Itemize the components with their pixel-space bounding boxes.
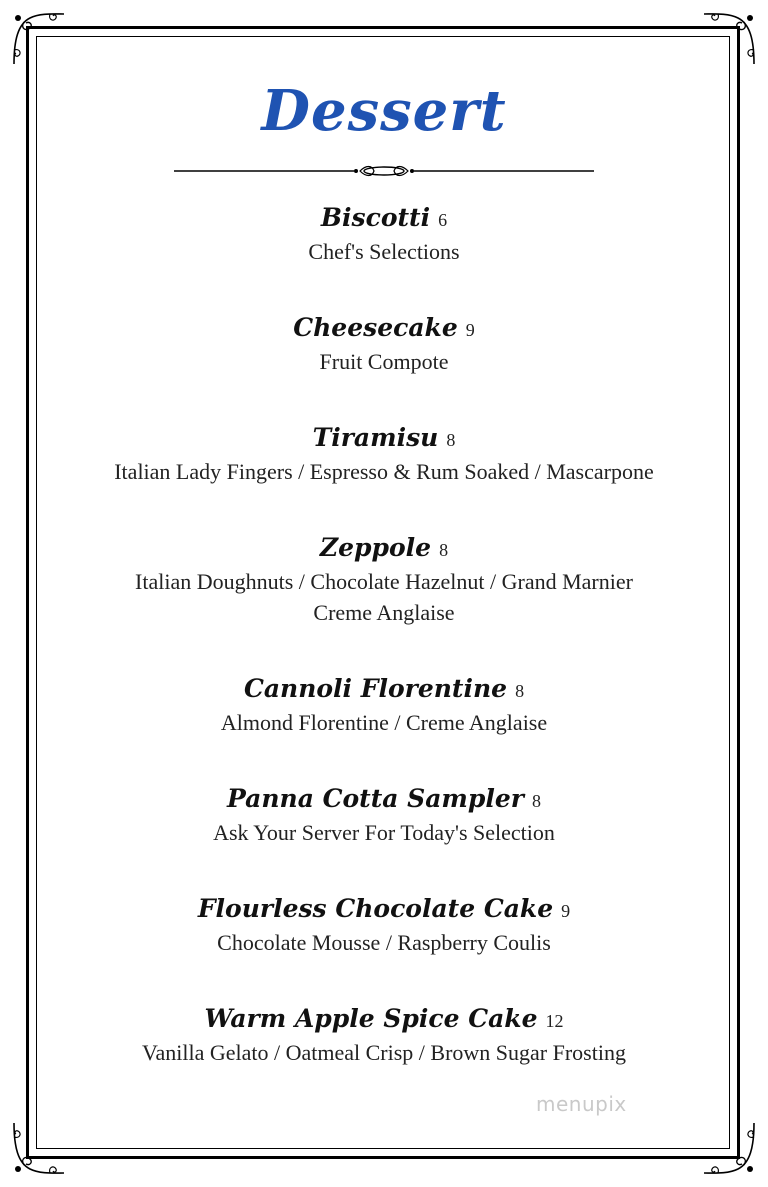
- item-price: 8: [446, 430, 456, 450]
- item-name: Biscotti: [320, 203, 431, 232]
- item-description: Ask Your Server For Today's Selection: [213, 820, 555, 845]
- item-name: Zeppole: [319, 533, 432, 562]
- item-name: Tiramisu: [312, 423, 439, 452]
- item-name: Flourless Chocolate Cake: [197, 894, 554, 923]
- menu-item: [60, 671, 708, 781]
- item-price: 12: [545, 1011, 564, 1031]
- dessert-menu-list: [60, 200, 708, 1111]
- menu-item: [60, 781, 708, 891]
- item-name: Panna Cotta Sampler: [227, 784, 524, 813]
- menu-item: [60, 530, 708, 671]
- item-price: 6: [438, 210, 448, 230]
- item-description: Vanilla Gelato / Oatmeal Crisp / Brown Sugar Frosting: [142, 1040, 626, 1065]
- menu-item: [60, 891, 708, 1001]
- watermark-logo: menupix: [536, 1092, 627, 1116]
- item-name: Cheesecake: [293, 313, 458, 342]
- item-description: Fruit Compote: [319, 349, 449, 374]
- item-description: Italian Lady Fingers / Espresso & Rum Soaked / Mascarpone: [114, 459, 654, 484]
- menu-item: [60, 310, 708, 420]
- item-description: Italian Doughnuts / Chocolate Hazelnut / Grand Marnier: [135, 569, 633, 594]
- corner-ornament-icon: [10, 10, 68, 68]
- item-price: 9: [561, 901, 571, 921]
- item-price: 9: [465, 320, 475, 340]
- flourish-divider-icon: [174, 162, 594, 180]
- item-description: Creme Anglaise: [313, 600, 455, 625]
- item-name: Warm Apple Spice Cake: [204, 1004, 538, 1033]
- corner-ornament-icon: [700, 1119, 758, 1177]
- item-name: Cannoli Florentine: [243, 674, 508, 703]
- menu-item: [60, 200, 708, 310]
- item-description: Chocolate Mousse / Raspberry Coulis: [217, 930, 551, 955]
- item-price: 8: [531, 791, 541, 811]
- corner-ornament-icon: [700, 10, 758, 68]
- corner-ornament-icon: [10, 1119, 68, 1177]
- menu-item: [60, 420, 708, 530]
- item-price: 8: [515, 681, 525, 701]
- item-price: 8: [439, 540, 449, 560]
- item-description: Chef's Selections: [308, 239, 460, 264]
- item-description: Almond Florentine / Creme Anglaise: [220, 710, 548, 735]
- page-title: Dessert: [261, 78, 507, 144]
